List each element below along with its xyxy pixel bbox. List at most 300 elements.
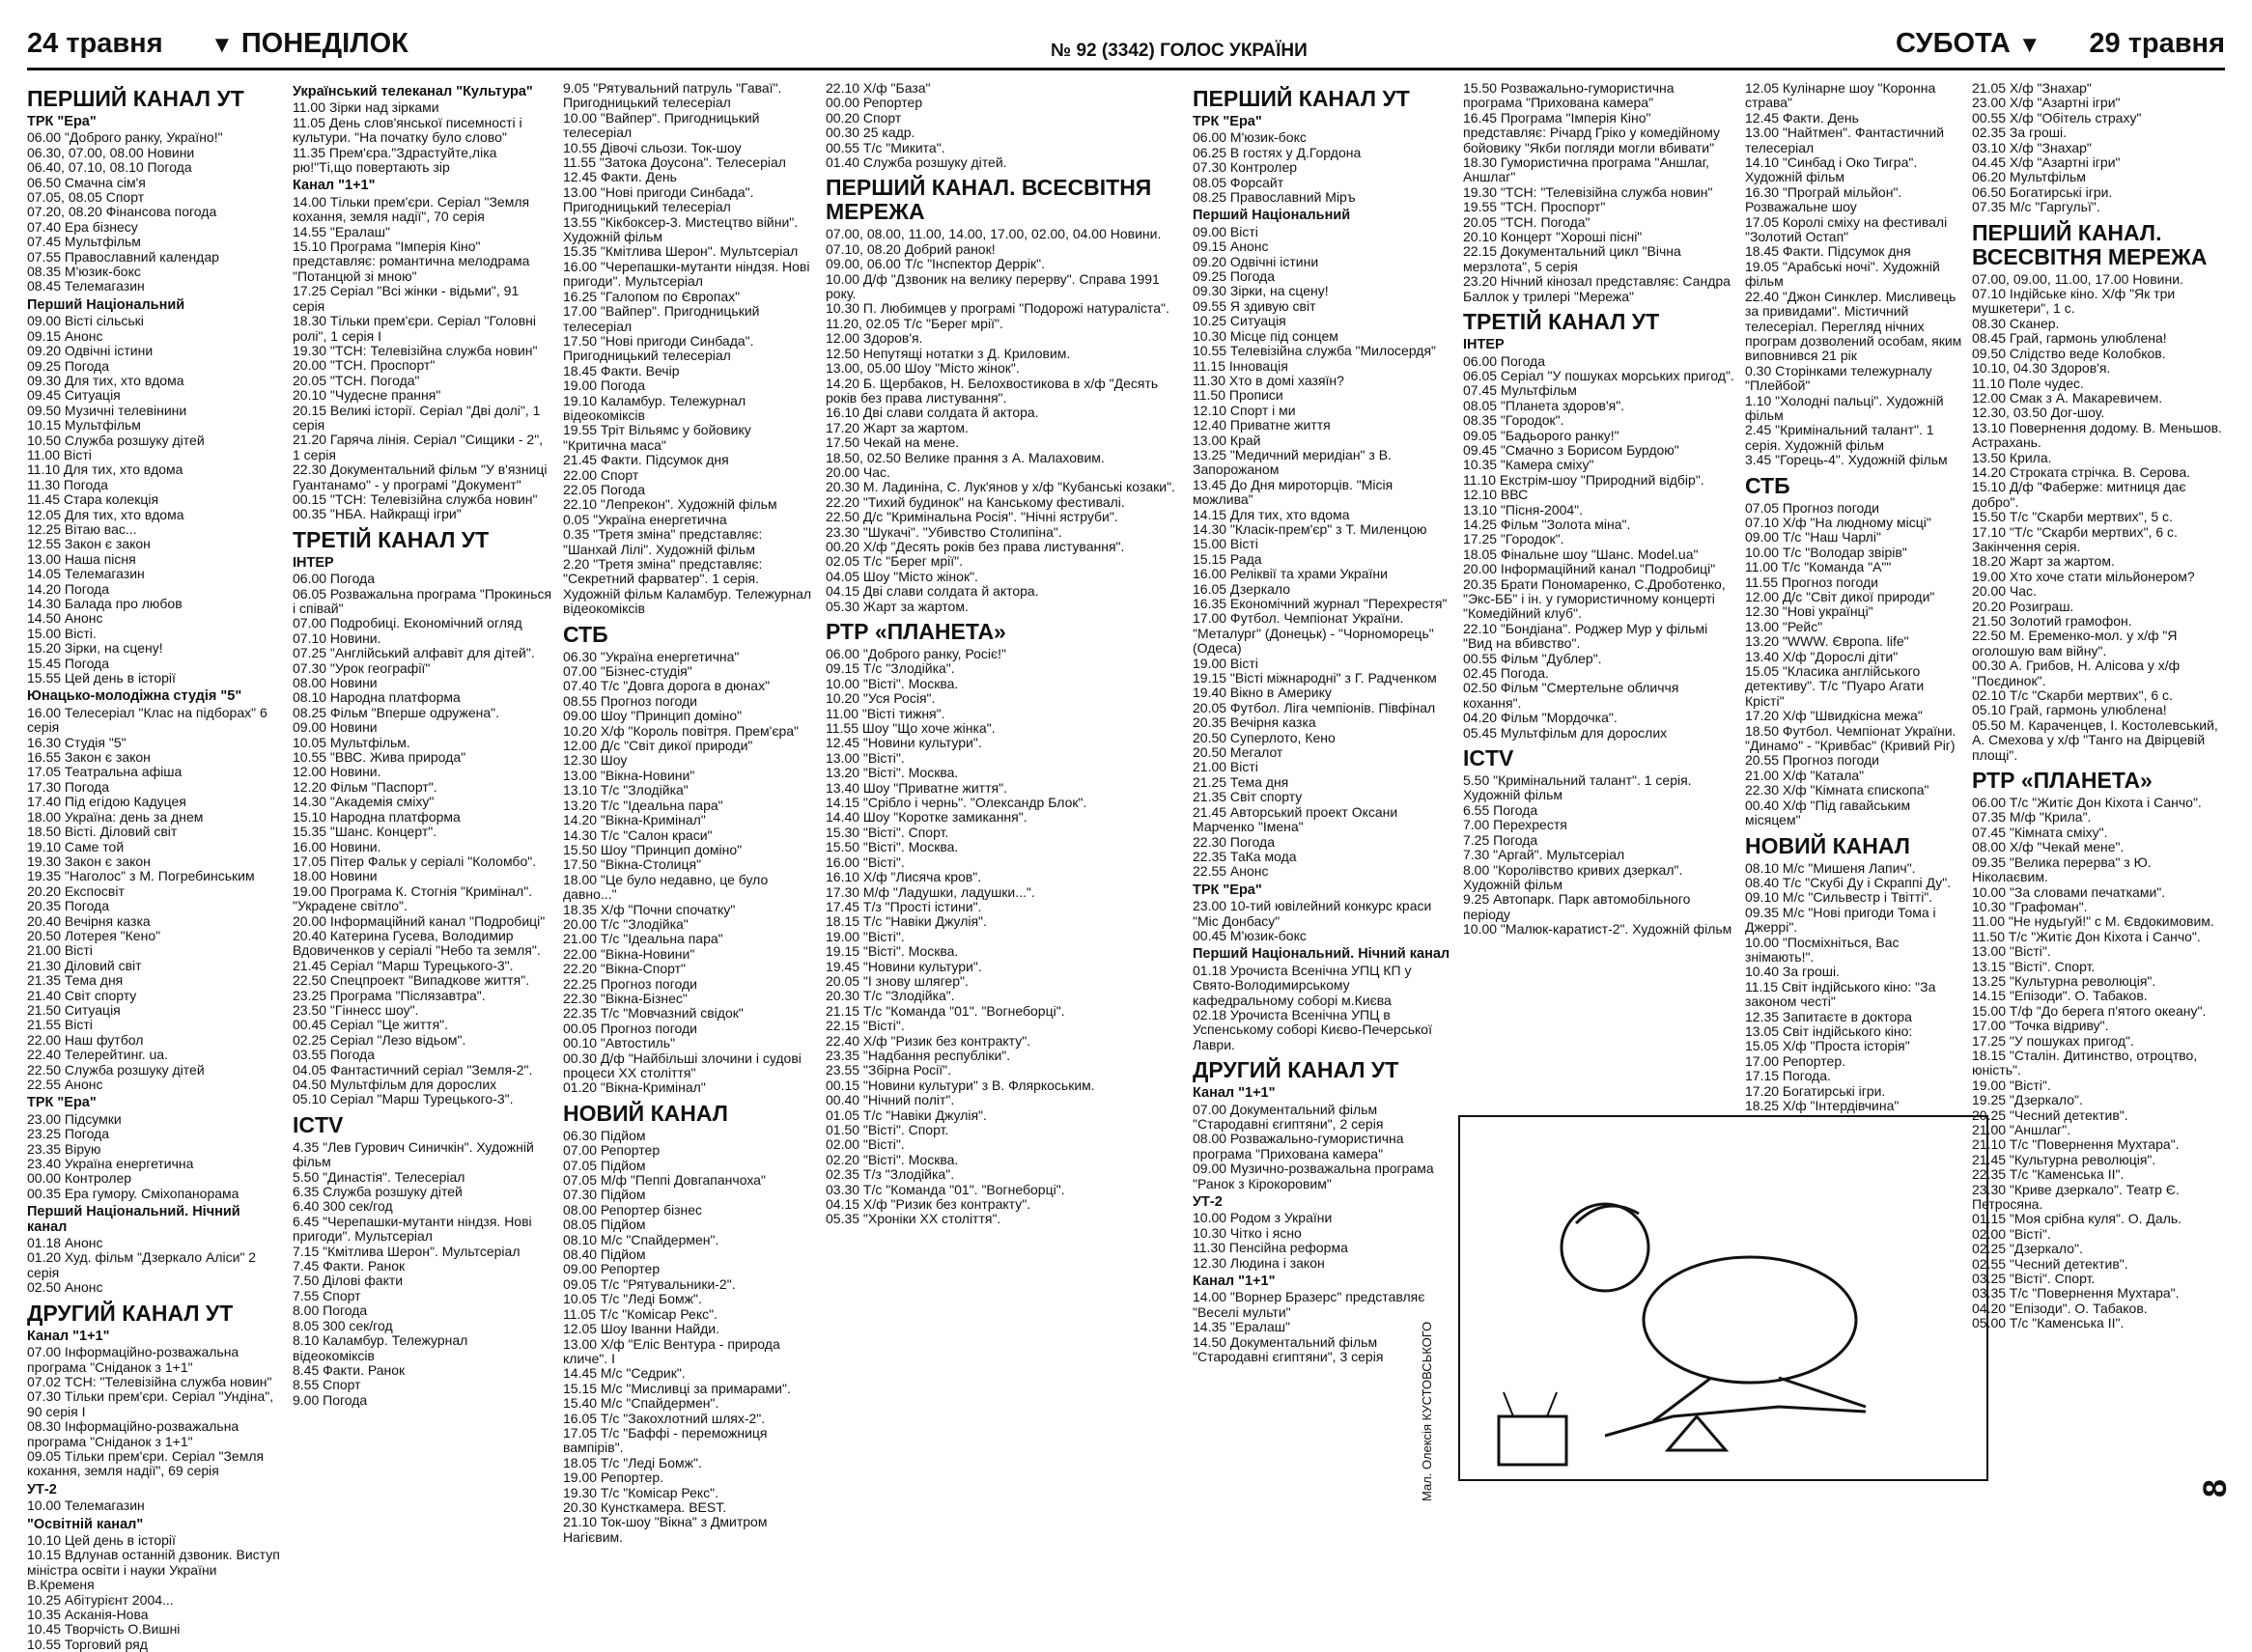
program-line: 12.10 ВВС xyxy=(1463,487,1529,503)
program-line: 16.30 "Програй мільйон". Розважальне шоу xyxy=(1745,183,1906,215)
program-line: 18.50 Вісті. Діловий світ xyxy=(27,824,178,840)
program-line: 07.30 Контролер xyxy=(1193,159,1298,176)
program-line: 00.15 "Новини культури" з В. Фляркоським. xyxy=(826,1077,1095,1093)
program-line: 15.10 Народна платформа xyxy=(293,808,461,825)
sub-heading: УТ-2 xyxy=(27,1481,57,1498)
program-line: 10.45 Творчість О.Вишні xyxy=(27,1621,181,1638)
program-line: 12.00 Смак з А. Макаревичем. xyxy=(1972,389,2163,406)
program-line: 06.05 Серіал "У пошуках морських пригод". xyxy=(1463,367,1734,383)
sub-heading: Перший Національний. Нічний канал xyxy=(27,1204,240,1235)
sub-heading: Канал "1+1" xyxy=(1193,1274,1276,1290)
program-line: 20.50 Суперлото, Кено xyxy=(1193,729,1336,745)
program-line: 19.00 Репортер. xyxy=(563,1470,663,1486)
program-line: 13.00 Х/ф "Еліс Вентура - природа кличе". І xyxy=(563,1335,784,1366)
program-line: 2.45 "Кримінальний талант". 1 серія. Художній фільм xyxy=(1745,422,1938,453)
program-line: 9.25 Автопарк. Парк автомобільного періоду xyxy=(1463,891,1695,922)
program-line: 07.40 Ера бізнесу xyxy=(27,218,138,235)
program-line: 18.30 Тільки прем'єри. Серіал "Головні ролі", 1 серія І xyxy=(293,313,540,344)
program-line: 11.30 Погода xyxy=(27,476,108,492)
right-day: СУБОТА ▼ xyxy=(1896,28,2041,59)
program-line: 09.15 Т/с "Злодійка". xyxy=(826,660,955,677)
program-line: 8.05 300 сек/год xyxy=(293,1317,393,1333)
program-line: 10.00 "За словами печатками". xyxy=(1972,883,2166,900)
program-line: 03.30 Т/с "Команда "01". "Вогнеборці". xyxy=(826,1181,1065,1197)
program-line: 11.00 "Не нудьгуй!" с М. Євдокимовим. xyxy=(1972,913,2214,930)
program-line: 21.10 Ток-шоу "Вікна" з Дмитром Нагієвим. xyxy=(563,1514,772,1545)
program-line: 06.00 Т/с "Житіє Дон Кіхота і Санчо". xyxy=(1972,795,2202,811)
program-line: 23.30 "Шукачі". "Убивство Столипіна". xyxy=(826,523,1062,540)
program-line: 04.15 Х/ф "Ризик без контракту". xyxy=(826,1196,1031,1213)
program-line: 06.30 "Україна енергетична" xyxy=(563,648,740,664)
program-line: 15.05 Х/ф "Проста історія" xyxy=(1745,1038,1910,1054)
program-line: 22.20 "Тихий будинок" на Канському фестивалі. xyxy=(826,493,1125,510)
program-line: 7.30 "Аргай". Мультсеріал xyxy=(1463,847,1625,863)
program-line: 19.30 Закон є закон xyxy=(27,853,151,869)
program-line: 09.00 Вісті xyxy=(1193,223,1258,239)
program-line: 22.50 М. Еременко-мол. у х/ф "Я оголошую вам війну". xyxy=(1972,628,2182,658)
program-line: 13.45 До Дня мироторців. "Місія можлива" xyxy=(1193,476,1397,508)
program-line: 06.50 Богатирські ігри. xyxy=(1972,183,2113,200)
program-line: 02.18 Урочиста Всенічна УПЦ в Успенському соборі Києво-Печерської Лаври. xyxy=(1193,1006,1436,1052)
program-line: 08.00 Репортер бізнес xyxy=(563,1201,703,1218)
program-line: 15.00 Т/ф "До берега п'ятого океану". xyxy=(1972,1002,2207,1019)
program-line: 15.30 "Вісті". Спорт. xyxy=(826,824,949,840)
program-line: 07.45 Мультфільм xyxy=(27,234,141,250)
program-line: 18.05 Т/с "Леді Бомж". xyxy=(563,1454,702,1470)
program-line: 10.10, 04.30 Здоров'я. xyxy=(1972,360,2111,377)
program-line: 09.00 Репортер xyxy=(563,1261,661,1277)
program-line: 08.10 М/с "Мишеня Лапич". xyxy=(1745,859,1916,876)
program-line: 21.00 Х/ф "Катала" xyxy=(1745,767,1865,783)
program-line: 19.00 "Вісті". xyxy=(826,928,905,944)
program-line: 20.00 "ТСН. Проспорт" xyxy=(293,357,436,374)
program-line: 16.00 Реліквії та храми України xyxy=(1193,566,1388,582)
program-line: 09.05 Т/с "Рятувальники-2". xyxy=(563,1275,736,1292)
program-line: 23.40 Україна енергетична xyxy=(27,1156,194,1172)
triangle-down-icon: ▼ xyxy=(2017,32,2041,58)
program-line: 09.00, 06.00 Т/с "Інспектор Деррік". xyxy=(826,256,1045,272)
program-line: 13.20 Т/с "Ідеальна пара" xyxy=(563,797,723,813)
program-line: 15.10 Програма "Імперія Кіно" представляє: романтична мелодрама "Потанцюй зі мною" xyxy=(293,238,534,284)
program-line: 14.40 Шоу "Коротке замикання". xyxy=(826,809,1027,826)
column xyxy=(1745,80,1966,1113)
program-line: 01.20 Худ. фільм "Дзеркало Аліси" 2 серія xyxy=(27,1249,260,1280)
program-line: 12.05 Кулінарне шоу "Коронна страва" xyxy=(1745,80,1940,111)
program-line: 10.00 Д/ф "Дзвоник на велику перерву". Справа 1991 року. xyxy=(826,270,1164,302)
program-line: 17.25 Серіал "Всі жінки - відьми", 91 серія xyxy=(293,283,523,314)
program-line: 10.55 Дівочі сльози. Ток-шоу xyxy=(563,139,742,155)
program-line: 10.55 Торговий ряд xyxy=(27,1636,148,1652)
program-line: 13.00 Край xyxy=(1193,432,1261,448)
sub-heading: Український телеканал "Культура" xyxy=(293,84,533,99)
program-line: 21.30 Діловий світ xyxy=(27,957,142,973)
channel-heading: РТР «ПЛАНЕТА» xyxy=(826,619,1006,644)
program-line: 22.00 Наш футбол xyxy=(27,1031,144,1048)
program-line: 14.20 Б. Щербаков, Н. Белохвостикова в х/ф "Десять років без права листування". xyxy=(826,375,1163,406)
program-line: 22.15 "Вісті". xyxy=(826,1018,905,1034)
program-line: 17.00 "Точка відриву". xyxy=(1972,1018,2109,1034)
sub-heading: ТРК "Ера" xyxy=(1193,114,1262,129)
program-line: 18.15 "Сталін. Дитинство, отроцтво, юність". xyxy=(1972,1047,2202,1078)
program-line: 03.55 Погода xyxy=(293,1047,376,1063)
program-line: 22.50 Д/с "Кримінальна Росія". "Нічні яструби". xyxy=(826,509,1118,525)
program-line: 06.00 М'юзик-бокс xyxy=(1193,129,1307,146)
program-line: 10.00 "Малюк-каратист-2". Художній фільм xyxy=(1463,921,1732,938)
program-line: 07.30 "Урок географії" xyxy=(293,659,431,676)
program-line: 8.00 "Королівство кривих дзеркал". Художній фільм xyxy=(1463,861,1687,892)
column xyxy=(826,81,1183,1510)
program-line: 0.35 "Третя зміна" представляє: "Шанхай Лілі". Художній фільм xyxy=(563,526,767,557)
program-line: 00.20 Х/ф "Десять років без права листування". xyxy=(826,538,1125,554)
program-line: 07.05, 08.05 Спорт xyxy=(27,189,145,206)
program-line: 12.30 Шоу xyxy=(563,752,628,769)
program-line: 17.00 "Вайпер". Пригодницький телесеріал xyxy=(563,303,764,334)
sub-heading: "Освітній канал" xyxy=(27,1516,144,1532)
program-line: 19.55 "ТСН. Проспорт" xyxy=(1463,199,1606,215)
program-line: 22.20 "Вікна-Спорт" xyxy=(563,961,686,977)
program-line: 16.00 Телесеріал "Клас на підборах" 6 серія xyxy=(27,704,271,736)
program-line: 12.00 Д/с "Світ дикої природи" xyxy=(563,738,753,754)
program-line: 20.35 Брати Пономаренко, С.Дроботенко, "Экс-ББ" і ін. у гумористичному концерті "Комедійний клуб". xyxy=(1463,575,1730,622)
program-line: 10.40 За гроші. xyxy=(1745,964,1840,980)
program-line: 12.45 Факти. День xyxy=(1745,109,1859,126)
program-line: 14.20 Погода xyxy=(27,580,110,597)
program-line: 11.50 Прописи xyxy=(1193,387,1283,404)
program-line: 05.50 М. Караченцев, І. Костолевський, А. Смехова у х/ф "Танго на Двірцевій площі". xyxy=(1972,716,2222,763)
program-line: 20.05 Футбол. Ліга чемпіонів. Півфінал xyxy=(1193,699,1436,715)
program-line: 23.00 10-тий ювілейний конкурс краси "Міс Донбасу" xyxy=(1193,898,1436,929)
program-line: 19.10 Саме той xyxy=(27,838,125,854)
program-line: 14.30 Балада про любов xyxy=(27,596,183,611)
program-line: 23.00 Підсумки xyxy=(27,1110,122,1127)
program-line: 18.50 Футбол. Чемпіонат України. "Динамо" - "Кривбас" (Кривий Ріг) xyxy=(1745,722,1960,754)
program-line: 20.10 "Чудесне прання" xyxy=(293,387,441,404)
program-line: 17.45 Т/з "Прості істини". xyxy=(826,898,982,914)
program-line: 13.25 "Медичний меридіан" з В. Запорожаном xyxy=(1193,446,1395,478)
program-line: 08.25 Фільм "Вперше одружена". xyxy=(293,704,499,720)
program-line: 21.00 Т/с "Ідеальна пара" xyxy=(563,931,723,947)
program-line: 09.25 Погода xyxy=(1193,268,1276,285)
program-line: 12.40 Приватне життя xyxy=(1193,417,1331,434)
program-line: 19.15 "Вісті міжнародні" з Г. Радченком xyxy=(1193,670,1437,686)
program-line: 12.00 Новини. xyxy=(293,764,381,780)
program-line: 06.00 "Доброго ранку, Росіє!" xyxy=(826,646,1006,661)
program-line: 6.40 300 сек/год xyxy=(293,1198,393,1215)
program-line: 22.40 "Джон Синклер. Мисливець за привидами". Містичний телесеріал. Перегляд нічних програм дозволений особам, яким виповнився 21 рік xyxy=(1745,288,1966,364)
program-line: 14.45 М/с "Седрик". xyxy=(563,1365,686,1382)
program-line: 00.30 25 кадр. xyxy=(826,125,915,141)
program-line: 20.50 Лотерея "Кено" xyxy=(27,927,161,943)
sub-heading: Перший Національний xyxy=(1193,208,1351,224)
program-line: 20.20 Розиграш. xyxy=(1972,598,2074,614)
program-line: 08.35 М'юзик-бокс xyxy=(27,264,141,280)
program-line: 09.00 Вісті сільські xyxy=(27,313,144,329)
program-line: 06.50 Смачна сім'я xyxy=(27,174,146,190)
program-line: 16.00 "Черепашки-мутанти ніндзя. Нові пригоди". Мультсеріал xyxy=(563,258,814,290)
program-line: 15.45 Погода xyxy=(27,655,110,671)
program-line: 14.15 Для тих, хто вдома xyxy=(1193,506,1350,522)
program-line: 04.05 Шоу "Місто жінок". xyxy=(826,568,978,584)
program-line: 11.05 День слов'янської писемності і культури. "На початку було слово" xyxy=(293,114,526,146)
program-line: 6.45 "Черепашки-мутанти ніндзя. Нові пригоди". Мультсеріал xyxy=(293,1213,536,1245)
program-line: 07.00, 09.00, 11.00, 17.00 Новини. xyxy=(1972,270,2183,287)
program-line: 12.30 "Нові українці" xyxy=(1745,603,1873,620)
program-line: 21.45 Серіал "Марш Турецького-3". xyxy=(293,957,514,973)
program-line: 07.10 Індійське кіно. Х/ф "Як три мушкетери", 1 с. xyxy=(1972,286,2180,317)
program-line: 11.50 Т/с "Житіє Дон Кіхота і Санчо". xyxy=(1972,928,2201,944)
channel-heading: НОВИЙ КАНАЛ xyxy=(1745,832,1910,858)
program-line: 22.50 Спецпроект "Випадкове життя". xyxy=(293,972,530,989)
program-line: 00.45 Серіал "Це життя". xyxy=(293,1017,449,1033)
program-line: 17.10 "Т/с "Скарби мертвих", 6 с. Закінчення серія. xyxy=(1972,523,2182,554)
program-line: 13.20 "WWW. Європа. life" xyxy=(1745,633,1909,650)
program-line: 11.10 Екстрім-шоу "Природний відбір". xyxy=(1463,471,1704,488)
program-line: 20.00 Інформаційний канал "Подробиці" xyxy=(293,912,546,929)
program-line: 22.10 "Лепрекон". Художній фільм xyxy=(563,496,777,513)
program-line: 7.15 "Кмітлива Шерон". Мультсеріал xyxy=(293,1243,521,1259)
channel-heading: ICTV xyxy=(1463,745,1514,771)
program-line: 00.55 Х/ф "Обітель страху" xyxy=(1972,109,2142,126)
program-line: 11.55 "Затока Доусона". Телесеріал xyxy=(563,154,786,171)
program-line: 04.50 Мультфільм для дорослих xyxy=(293,1077,497,1092)
program-line: 15.00 Вісті. xyxy=(27,625,97,641)
sub-heading: Перший Національний xyxy=(27,296,185,313)
column xyxy=(563,80,816,1545)
program-line: 09.20 Одвічні істини xyxy=(27,343,154,359)
program-line: 21.05 Х/ф "Знахар" xyxy=(1972,80,2092,96)
program-line: 16.10 Дві слави солдата й актора. xyxy=(826,405,1039,421)
program-line: 14.50 Анонс xyxy=(27,610,103,627)
program-line: 7.25 Погода xyxy=(1463,831,1538,848)
program-line: 00.15 "ТСН: Телевізійна служба новин" xyxy=(293,490,538,507)
program-line: 04.20 Фільм "Мордочка". xyxy=(1463,710,1618,726)
program-line: 11.15 Інновація xyxy=(1193,357,1288,374)
program-line: 19.00 Хто хоче стати мільйонером? xyxy=(1972,568,2195,584)
page-number: 8 xyxy=(2197,1479,2235,1498)
program-line: 04.15 Дві слави солдата й актора. xyxy=(826,583,1039,600)
program-line: 12.20 Фільм "Паспорт". xyxy=(293,778,437,795)
sub-heading: Перший Національний. Нічний канал xyxy=(1193,946,1450,963)
program-line: 22.00 "Вікна-Новини" xyxy=(563,945,695,962)
program-line: 17.50 "Вікна-Столиця" xyxy=(563,856,702,873)
program-line: 7.00 Перехрестя xyxy=(1463,817,1567,833)
program-line: 16.05 Дзеркало xyxy=(1193,580,1291,597)
program-line: 16.25 "Галопом по Європах" xyxy=(563,288,741,304)
program-line: 07.45 "Кімната сміху". xyxy=(1972,824,2108,840)
program-line: 19.00 Вісті xyxy=(1193,655,1258,671)
program-line: 7.45 Факти. Ранок xyxy=(293,1258,406,1274)
program-line: 07.00 Документальний фільм "Стародавні єгиптяни", 2 серія xyxy=(1193,1101,1384,1132)
program-line: 21.00 "Аншлаг". xyxy=(1972,1122,2071,1137)
program-line: 13.15 "Вісті". Спорт. xyxy=(1972,958,2096,974)
program-line: 06.00 Погода xyxy=(293,571,376,587)
program-line: 09.15 Анонс xyxy=(27,327,103,344)
program-line: 9.00 Погода xyxy=(293,1391,368,1408)
channel-heading: ICTV xyxy=(293,1111,344,1137)
program-line: 00.30 Д/ф "Найбільші злочини і судові процеси ХХ століття" xyxy=(563,1050,805,1080)
program-line: 19.15 "Вісті". Москва. xyxy=(826,943,959,960)
program-line: 1.10 "Холодні пальці". Художній фільм xyxy=(1745,392,1948,423)
program-line: 11.20, 02.05 Т/с "Берег мрії". xyxy=(826,315,1003,331)
column xyxy=(1972,81,2225,1510)
program-line: 00.40 Х/ф "Під гавайським місяцем" xyxy=(1745,797,1914,828)
program-line: 20.35 Вечірня казка xyxy=(1193,714,1316,731)
program-line: 00.55 Т/с "Микита". xyxy=(826,139,945,155)
program-line: 14.30 "Класік-прем'єр" з Т. Миленцою xyxy=(1193,520,1427,537)
program-line: 21.20 Гаряча лінія. Серіал "Сищики - 2", 1 серія xyxy=(293,432,547,462)
program-line: 10.15 Мультфільм xyxy=(27,417,141,434)
program-line: 15.50 Розважально-гумористична програма "Прихована камера" xyxy=(1463,80,1678,111)
program-line: 10.00 "Вісті". Москва. xyxy=(826,675,959,691)
program-line: 19.10 Каламбур. Тележурнал відеокоміксів xyxy=(563,392,750,423)
program-line: 10.25 Ситуація xyxy=(1193,313,1286,329)
program-line: 07.55 Православний календар xyxy=(27,248,219,265)
program-line: 20.30 Кунсткамера. BEST. xyxy=(563,1498,727,1515)
program-line: 10.05 Т/с "Леді Бомж". xyxy=(563,1291,702,1307)
program-line: 08.00 Розважально-гумористична програма "Прихована камера" xyxy=(1193,1131,1408,1162)
program-line: 00.35 "НБА. Найкращі ігри" xyxy=(293,506,462,522)
program-line: 02.20 "Вісті". Москва. xyxy=(826,1151,959,1167)
program-line: 19.30 "ТСН: Телевізійна служба новин" xyxy=(293,342,538,358)
program-line: 21.25 Тема дня xyxy=(1193,773,1289,790)
program-line: 08.45 Телемагазин xyxy=(27,278,145,294)
program-line: 08.10 Народна платформа xyxy=(293,689,461,706)
program-line: 20.00 Час. xyxy=(826,463,890,480)
program-line: 01.20 "Вікна-Кримінал" xyxy=(563,1079,706,1096)
program-line: 07.35 М/с "Гаргульї". xyxy=(1972,199,2100,215)
program-line: 07.02 ТСН: "Телевізійна служба новин" xyxy=(27,1373,272,1389)
issue-line: № 92 (3342) ГОЛОС УКРАЇНИ xyxy=(1051,41,1308,61)
program-line: 00.30 А. Грибов, Н. Алісова у х/ф "Поєдинок". xyxy=(1972,658,2184,688)
program-line: 11.55 Прогноз погоди xyxy=(1745,574,1878,590)
program-line: 13.00 "Найтмен". Фантастичний телесеріал xyxy=(1745,125,1948,155)
program-line: 09.05 Тільки прем'єри. Серіал "Земля кохання, земля надії", 69 серія xyxy=(27,1447,267,1479)
program-line: 11.00 "Вісті тижня". xyxy=(826,705,945,721)
channel-heading: ПЕРШИЙ КАНАЛ УТ xyxy=(1193,86,1410,111)
program-line: 12.25 Вітаю вас... xyxy=(27,520,137,537)
program-line: 08.40 Підйом xyxy=(563,1246,646,1263)
program-line: 15.50 Шоу "Принцип доміно" xyxy=(563,841,743,857)
program-line: 22.30 Погода xyxy=(1193,833,1276,850)
program-line: 22.15 Документальний цикл "Вічна мерзлота", 5 серія xyxy=(1463,243,1685,274)
program-line: 03.25 "Вісті". Спорт. xyxy=(1972,1271,2096,1287)
program-line: 08.00 Х/ф "Чекай мене". xyxy=(1972,839,2125,855)
program-line: 18.20 Жарт за жартом. xyxy=(1972,553,2115,570)
program-line: 11.05 Т/с "Комісар Рекс". xyxy=(563,1305,718,1322)
program-line: 10.15 Вдлунав останній дзвоник. Виступ міністра освіти і науки України В.Кременя xyxy=(27,1547,284,1593)
program-line: 23.25 Програма "Післязавтра". xyxy=(293,987,486,1003)
program-line: 10.30 П. Любимцев у програмі "Подорожі натураліста". xyxy=(826,300,1169,317)
program-line: 14.00 "Ворнер Бразерс" представляє "Веселі мульти" xyxy=(1193,1289,1429,1320)
program-line: 15.35 "Шанс. Концерт". xyxy=(293,824,437,840)
program-line: 10.30 "Графоман". xyxy=(1972,898,2088,914)
program-line: 00.10 "Автостиль" xyxy=(563,1035,676,1051)
program-line: 07.40 Т/с "Довга дорога в дюнах" xyxy=(563,678,771,694)
program-line: 03.10 Х/ф "Знахар" xyxy=(1972,139,2092,155)
program-line: 10.00 Т/с "Володар звірів" xyxy=(1745,544,1907,560)
program-line: 07.30 Підйом xyxy=(563,1187,646,1203)
program-line: 16.00 "Вісті". xyxy=(826,854,905,870)
program-line: 12.05 Шоу Іванни Найди. xyxy=(563,1321,719,1337)
program-line: 13.00 "Нові пригоди Синбада". Пригодницький телесеріал xyxy=(563,183,758,215)
program-line: 23.30 "Криве дзеркало". Театр Є. Петросяна. xyxy=(1972,1181,2183,1213)
program-line: 01.50 "Вісті". Спорт. xyxy=(826,1122,949,1137)
program-line: 08.35 "Городок". xyxy=(1463,412,1564,429)
program-line: 20.00 Інформаційний канал "Подробиці" xyxy=(1463,561,1716,577)
program-line: 12.45 "Новини культури". xyxy=(826,735,982,751)
program-line: 13.55 "Кікбоксер-3. Мистецтво війни". Художній фільм xyxy=(563,213,802,245)
program-line: 00.00 Репортер xyxy=(826,95,923,111)
program-line: 18.45 Факти. Підсумок дня xyxy=(1745,243,1911,260)
program-line: 21.40 Світ спорту xyxy=(27,987,137,1003)
program-line: 2.20 "Третя зміна" представляє: "Секретний фарватер". 1 серія. Художній фільм Каламбур. Тележурнал відеокоміксів xyxy=(563,556,815,617)
program-line: 13.00, 05.00 Шоу "Місто жінок". xyxy=(826,360,1020,377)
program-line: 00.45 М'юзик-бокс xyxy=(1193,927,1307,943)
program-line: 02.35 За гроші. xyxy=(1972,125,2067,141)
program-line: 20.05 "І знову шлягер". xyxy=(826,972,969,989)
program-line: 22.05 Погода xyxy=(563,481,646,497)
program-line: 10.30 Місце під сонцем xyxy=(1193,327,1338,344)
program-line: 08.45 Грай, гармонь улюблена! xyxy=(1972,330,2167,347)
program-line: 16.05 Т/с "Закохлотний шлях-2". xyxy=(563,1410,766,1426)
program-line: 17.30 Погода xyxy=(27,778,110,795)
program-line: 22.30 Х/ф "Кімната єпископа" xyxy=(1745,782,1929,798)
program-line: 22.10 "Бондіана". Роджер Мур у фільмі "Вид на вбивство". xyxy=(1463,620,1712,652)
program-line: 7.50 Ділові факти xyxy=(293,1273,404,1289)
program-line: 16.55 Закон є закон xyxy=(27,749,151,766)
program-line: 07.10 Новини. xyxy=(293,630,381,646)
program-line: 12.35 Запитаєте в доктора xyxy=(1745,1008,1912,1024)
program-line: 13.20 "Вісті". Москва. xyxy=(826,765,959,781)
program-line: 09.35 "Велика перерва" з Ю. Ніколаєвим. xyxy=(1972,854,2155,885)
program-line: 09.00 Новини xyxy=(293,719,378,736)
program-line: 19.55 Тріт Вільямс у бойовику "Критична маса" xyxy=(563,422,755,453)
program-line: 15.40 М/с "Спайдермен". xyxy=(563,1395,719,1412)
program-line: 19.00 Погода xyxy=(563,378,646,394)
program-line: 23.25 Погода xyxy=(27,1126,110,1142)
program-line: 17.25 "У пошуках пригод". xyxy=(1972,1032,2134,1049)
program-line: 23.50 "Гіннесс шоу". xyxy=(293,1001,419,1018)
program-line: 11.45 Стара колекція xyxy=(27,491,159,508)
program-line: 01.18 Анонс xyxy=(27,1235,103,1251)
program-line: 15.05 "Класика англійського детективу". Т/с "Пуаро Агати Крісті" xyxy=(1745,663,1928,709)
program-line: 18.35 Х/ф "Почни спочатку" xyxy=(563,901,736,917)
sub-heading: Канал "1+1" xyxy=(293,178,376,194)
program-line: 07.35 М/ф "Крила". xyxy=(1972,809,2092,826)
program-line: 08.05 Форсайт xyxy=(1193,174,1284,190)
program-line: 09.45 Ситуація xyxy=(27,387,121,404)
program-line: 11.35 Прем'єра."Здрастуйте,ліка рю!"Ті,що повертають зір xyxy=(293,144,501,176)
program-line: 00.00 Контролер xyxy=(27,1170,132,1187)
program-line: 14.05 Телемагазин xyxy=(27,566,145,582)
program-line: 09.50 Музичні телевінини xyxy=(27,402,187,418)
program-line: 05.45 Мультфільм для дорослих xyxy=(1463,724,1668,741)
program-line: 08.30 Сканер. xyxy=(1972,315,2060,331)
program-line: 11.30 Хто в домі хазяїн? xyxy=(1193,372,1344,388)
channel-heading: ПЕРШИЙ КАНАЛ. ВСЕСВІТНЯ МЕРЕЖА xyxy=(826,175,1152,225)
program-line: 01.05 Т/с "Навіки Джулія". xyxy=(826,1106,987,1123)
program-line: 13.40 Шоу "Приватне життя". xyxy=(826,779,1007,796)
program-line: 17.20 Х/ф "Швидкісна межа" xyxy=(1745,708,1923,724)
program-line: 10.30 Чітко і ясно xyxy=(1193,1224,1302,1241)
program-line: 13.25 "Культурна революція". xyxy=(1972,972,2156,989)
program-line: 07.00 Подробиці. Економічний огляд xyxy=(293,615,522,631)
program-line: 09.55 Я здивую світ xyxy=(1193,297,1316,314)
program-line: 0.30 Сторінками тележурналу "Плейбой" xyxy=(1745,362,1936,394)
program-line: 18.00 Новини xyxy=(293,868,378,884)
program-line: 14.10 "Синбад і Око Тигра". Художній фільм xyxy=(1745,154,1922,185)
program-line: 07.00 Репортер xyxy=(563,1142,661,1159)
